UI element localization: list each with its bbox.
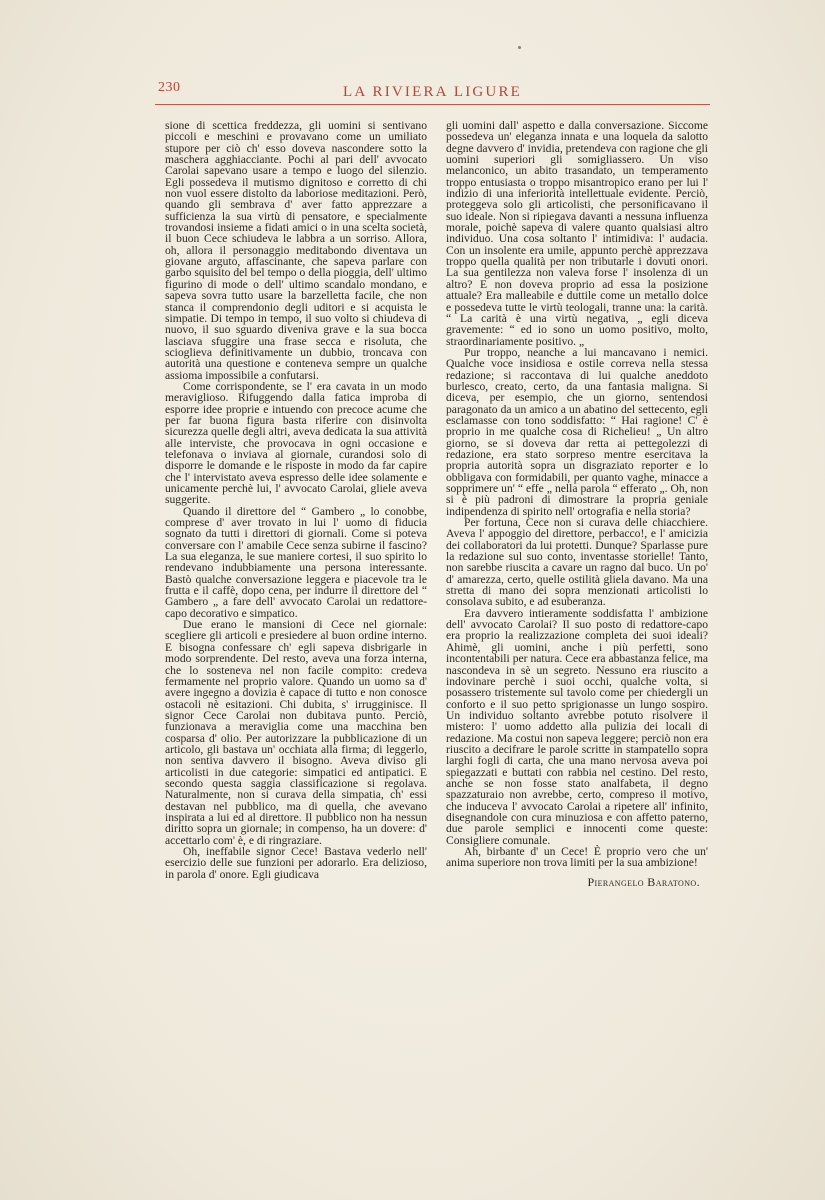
paragraph: Oh, ineffabile signor Cece! Bastava vederlo nell' esercizio delle sue funzioni per adorarlo. Era delizioso, in parola d' onore. Egli giudicava (165, 845, 427, 881)
page-number: 230 (158, 80, 181, 95)
paragraph: Per fortuna, Cece non si curava delle chiacchiere. Aveva l' appoggio del direttore, perbacco!, e l' amicizia dei collaboratori da lui protetti. Dunque? Sparlasse pure la redazione sul suo conto, inventasse storielle! Tanto, non sarebbe riuscita a cavare un ragno dal buco. Un po' d' amarezza, certo, quelle ostilità gliela davano. Ma una stretta di mano dei sopra menzionati articolisti lo consolava subito, e ad esuberanza. (446, 516, 708, 609)
paragraph: sione di scettica freddezza, gli uomini si sentivano piccoli e meschini e provavano come un umiliato stupore per ciò ch' esso doveva nascondere sotto la maschera agghiacciante. Pochi al pari dell' avvocato Carolai sapevano usare a tempo e luogo del silenzio. Egli possedeva il mutismo dignitoso e corretto di chi non vuol essere distolto da laboriose meditazioni. Però, quando gli sembrava d' aver fatto apprezzare a sufficienza la sua virtù di pensatore, e specialmente trovandosi insieme a fidati amici o in una scelta società, il buon Cece schiudeva le labbra a un sorriso. Allora, oh, allora il personaggio meditabondo diventava un giovane arguto, affascinante, che sapeva parlare con garbo squisito del bel tempo o della pioggia, dell' ultimo figurino di mode o dell' ultimo scandalo mondano, e sapeva sovra tutto usare la barzelletta facile, che non stanca il comprendonio degli uditori e si acquista le simpatie. Di tempo in tempo, il suo volto si chiudeva di nuovo, il suo sguardo diveniva grave e la sua bocca lasciava sfuggire una frase secca e risoluta, che scioglieva definitivamente un dubbio, troncava con autorità una questione e conteneva sempre un qualche assioma impossibile a confutarsi. (165, 119, 427, 382)
paragraph: gli uomini dall' aspetto e dalla conversazione. Siccome possedeva un' eleganza innata e una loquela da salotto degne davvero d' invidia, pretendeva con ragione che gli uomini superiori gli somigliassero. Un viso melanconico, un abito trasandato, un temperamento troppo entusiasta o troppo misantropico erano per lui l' indizio di una inferiorità intellettuale evidente. Perciò, proteggeva solo gli articolisti, che personificavano il suo ideale. Non si ripiegava davanti a nessuna influenza morale, poichè sapeva di valere quanto qualsiasi altro individuo. Una cosa soltanto l' intimidiva: l' audacia. Con un insolente era umile, appunto perchè apprezzava troppo quella qualità per non tributarle i dovuti onori. La sua gentilezza non valeva forse l' insolenza di un altro? E non doveva proprio ad essa la posizione attuale? Era malleabile e duttile come un metallo dolce e possedeva tutte le virtù teologali, tranne una: la carità. “ La carità è una virtù negativa, „ egli diceva gravemente: “ ed io sono un uomo positivo, molto, straordinariamente positivo. „ (446, 119, 708, 348)
right-column (446, 120, 708, 888)
paragraph: Era davvero intieramente soddisfatta l' ambizione dell' avvocato Carolai? Il suo posto di redattore-capo era proprio la realizzazione completa dei suoi ideali? Ahimè, gli uomini, anche i più perfetti, sono incontentabili per natura. Cece era abbastanza felice, ma nascondeva in sè un segreto. Nessuno era riuscito a indovinare perchè i suoi occhi, qualche volta, si posassero tristemente sul tavolo come per chiedergli un conforto e il suo petto sprigionasse un lungo sospiro. Un individuo soltanto avrebbe potuto risolvere il mistero: l' uomo addetto alla pulizia dei locali di redazione. Ma costui non sapeva leggere; perciò non era riuscito a decifrare le parole scritte in stampatello sopra larghi fogli di carta, che una mano nervosa aveva poi spiegazzati e buttati con rabbia nel cestino. Del resto, anche se non fosse stato analfabeta, il degno spazzaturaio non avrebbe, certo, compreso il motivo, che induceva l' avvocato Carolai a ripetere all' infinito, disegnandole con cura minuziosa e con affetto paterno, due parole semplici e innocenti come queste: Consigliere comunale. (446, 606, 708, 847)
running-title: LA RIVIERA LIGURE (342, 84, 523, 100)
paragraph: Come corrispondente, se l' era cavata in un modo meraviglioso. Rifuggendo dalla fatica improba di esporre idee proprie e intuendo con precoce acume che per far buona figura basta riferire con disinvolta sicurezza quelle degli altri, aveva dedicata la sua attività alle interviste, che provocava in ogni occasione e telefonava o inviava al giornale, curandosi solo di disporre le domande e le risposte in modo da far capire che l' intervistato aveva espresso delle idee solamente e unicamente perchè lui, l' avvocato Carolai, gliele aveva suggerite. (165, 379, 427, 507)
left-column (165, 120, 427, 880)
paragraph: Ah, birbante d' un Cece! È proprio vero che un' anima superiore non trova limiti per la sua ambizione! (446, 845, 708, 870)
author-signature: Pierangelo Baratono. (587, 874, 700, 889)
paragraph: Pur troppo, neanche a lui mancavano i nemici. Qualche voce insidiosa e ostile correva nella stessa redazione; si raccontava di lui qualche aneddoto burlesco, creato, certo, da una fantasia maligna. Si diceva, per esempio, che un giorno, sentendosi paragonato da un amico a un abatino del settecento, egli esclamasse con tono soddisfatto: “ Hai ragione! C' è proprio in me qualche cosa di Richelieu! „ Un altro giorno, se si doveva dar retta ai pettegolezzi di redazione, era stato sorpreso mentre esercitava la propria autorità sopra un disgraziato reporter e lo obbligava con formidabili, per quanto vaghe, minacce a sopprimere un' “ effe „ nella parola “ efferato „. Oh, non si è più padroni di dimostrare la propria geniale indipendenza di spirito nell' ortografia e nella storia? (446, 345, 708, 518)
paragraph: Due erano le mansioni di Cece nel giornale: scegliere gli articoli e presiedere al buon ordine interno. E bisogna confessare ch' egli sapeva disbrigarle in modo sorprendente. Del resto, aveva una forza interna, che lo sosteneva nel non facile compito: credeva fermamente nel proprio valore. Quando un uomo sa d' avere ingegno a dovizia è capace di tutto e non conosce ostacoli nè esitazioni. Chi dubita, s' irrugginisce. Il signor Cece Carolai non dubitava punto. Perciò, funzionava a meraviglia come una macchina ben cosparsa d' olio. Per autorizzare la pubblicazione di un articolo, gli bastava un' occhiata alla firma; di leggerlo, non sentiva davvero il bisogno. Aveva diviso gli articolisti in due categorie: simpatici ed antipatici. E secondo questa saggia classificazione si regolava. Naturalmente, non si curava della simpatia, ch' essi destavan nel pubblico, ma di quella, che avevano inspirata a lui ed al direttore. Il pubblico non ha nessun diritto sopra un giornale; in compenso, ha un dovere: d' accettarlo com' è, e di ringraziare. (165, 618, 427, 847)
header-rule (155, 104, 710, 105)
paragraph: Quando il direttore del “ Gambero „ lo conobbe, comprese d' aver trovato in lui l' uomo di fiducia sognato da tutti i direttori di giornali. Come si poteva conversare con l' amabile Cece senza subirne il fascino? La sua eleganza, le sue maniere cortesi, il suo spirito lo rendevano indubbiamente una persona interessante. Bastò qualche conversazione leggera e piacevole tra le frutta e il caffè, dopo cena, per indurre il direttore del “ Gambero „ a fare dell' avvocato Carolai un redattore-capo decorativo e simpatico. (165, 504, 427, 620)
paper-speck (518, 46, 521, 49)
